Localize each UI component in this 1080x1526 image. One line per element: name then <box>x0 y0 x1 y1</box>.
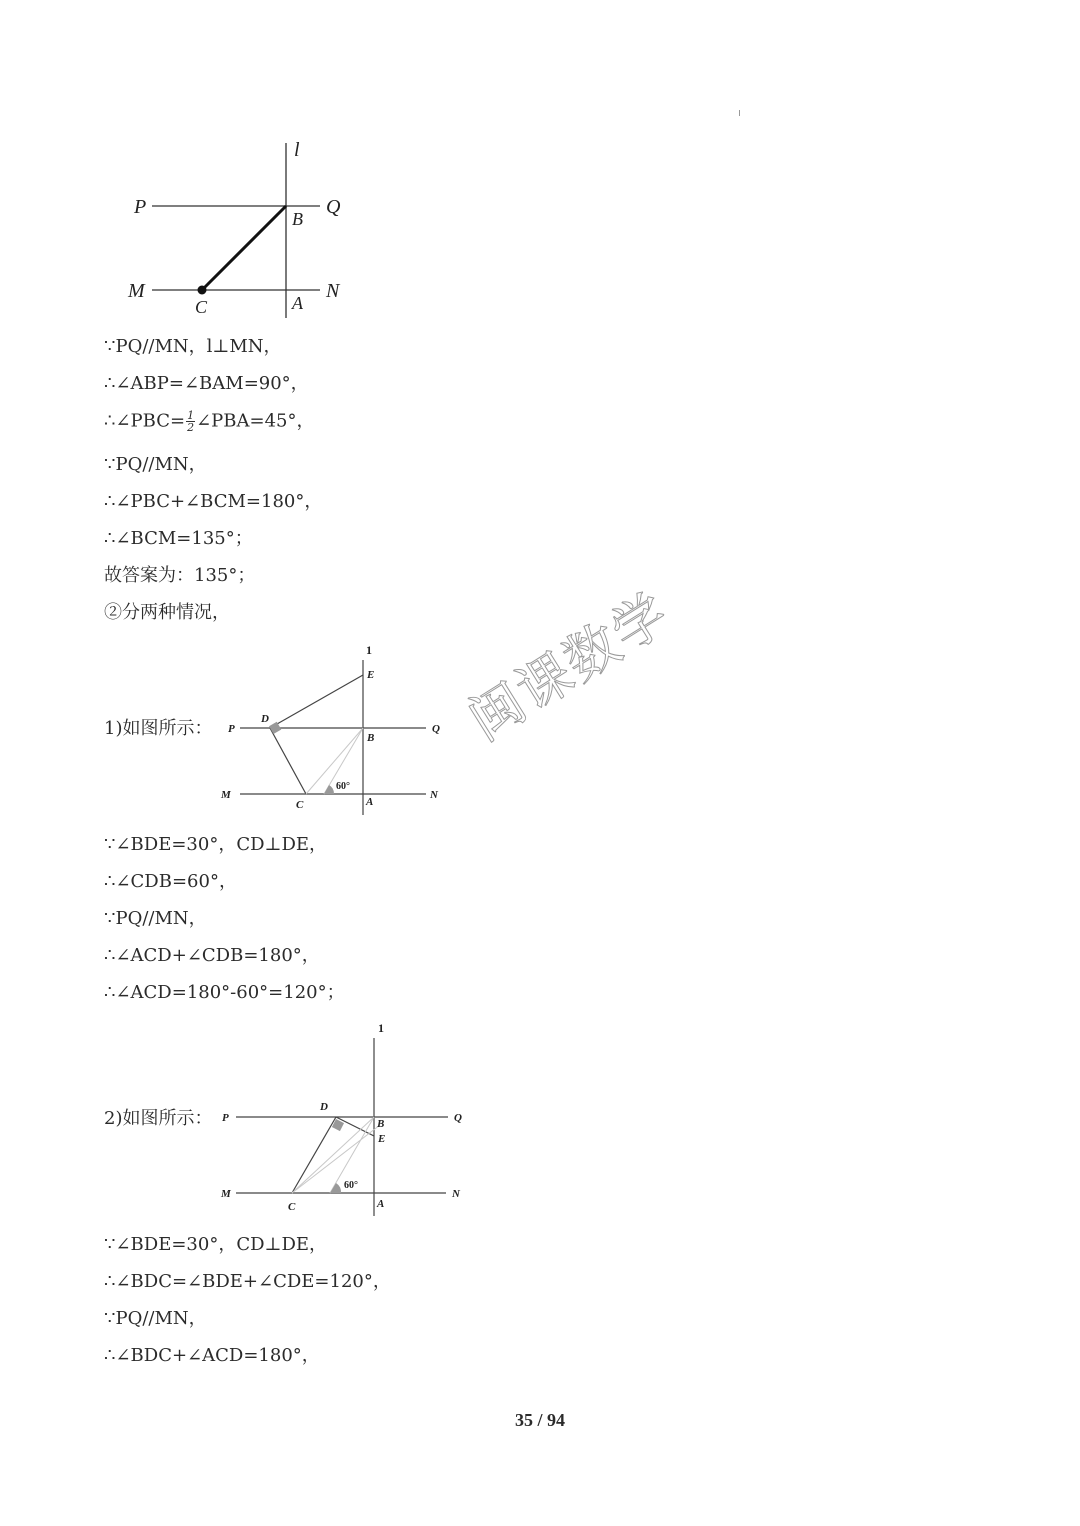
figure-2-diagram <box>220 640 460 818</box>
case-1-label: 1)如图所示： <box>104 718 213 739</box>
text-line-4: ∵PQ//MN， <box>104 454 207 475</box>
text-line-13: ∴∠ACD=180°-60°=120°； <box>104 982 345 1003</box>
angle-60-mark <box>324 785 334 794</box>
right-angle-mark <box>269 722 281 734</box>
label-n: N <box>452 1188 460 1200</box>
text-line-5: ∴∠PBC+∠BCM=180°， <box>104 491 323 512</box>
segment-dc <box>270 728 306 794</box>
text-line-3-pre: ∴∠PBC= <box>104 410 186 432</box>
text-line-17: ∴∠BDC+∠ACD=180°， <box>104 1345 320 1366</box>
label-c: C <box>195 297 208 317</box>
text-line-7: 故答案为：135°； <box>104 565 256 586</box>
text-line-8: ②分两种情况， <box>104 602 230 623</box>
label-e: E <box>378 1133 386 1145</box>
label-p: P <box>228 723 235 735</box>
segment-de <box>270 675 363 728</box>
label-d: D <box>261 713 269 725</box>
text-line-6: ∴∠BCM=135°； <box>104 528 253 549</box>
segment-bc <box>202 206 286 290</box>
label-n: N <box>326 280 340 302</box>
label-angle-60: 60° <box>344 1180 358 1191</box>
label-a: A <box>292 293 303 313</box>
label-a: A <box>366 796 374 808</box>
page-mark <box>739 110 740 116</box>
label-l: 1 <box>378 1021 384 1035</box>
text-line-3-post: ∠PBA=45°， <box>196 410 315 432</box>
fraction-half: $\frac{1}{2}$ <box>187 409 195 434</box>
figure-1-diagram <box>120 135 360 325</box>
text-line-3 <box>104 410 314 433</box>
label-b: B <box>292 209 303 229</box>
label-l: l <box>294 139 300 161</box>
label-n: N <box>430 789 438 801</box>
label-c: C <box>288 1201 296 1213</box>
figure-3-diagram <box>220 1018 470 1218</box>
label-e: E <box>367 669 375 681</box>
segment-cb <box>292 1117 374 1193</box>
label-d: D <box>320 1101 328 1113</box>
label-a: A <box>377 1198 385 1210</box>
page-number: 35 / 94 <box>514 1410 565 1430</box>
text-line-9: ∵∠BDE=30°，CD⊥DE， <box>104 834 328 855</box>
text-line-1: ∵PQ//MN，l⊥MN， <box>104 336 282 357</box>
segment-dc <box>292 1117 336 1193</box>
angle-60-mark <box>330 1183 341 1193</box>
label-c: C <box>296 799 304 811</box>
text-line-16: ∵PQ//MN， <box>104 1308 207 1329</box>
label-p: P <box>222 1112 229 1124</box>
label-b: B <box>367 732 375 744</box>
label-m: M <box>221 789 231 801</box>
text-line-2: ∴∠ABP=∠BAM=90°， <box>104 373 309 394</box>
point-c <box>198 286 207 295</box>
label-p: P <box>134 196 147 218</box>
label-m: M <box>128 280 145 302</box>
text-line-10: ∴∠CDB=60°， <box>104 871 237 892</box>
text-line-15: ∴∠BDC=∠BDE+∠CDE=120°， <box>104 1271 391 1292</box>
label-l: 1 <box>366 643 372 657</box>
label-q: Q <box>432 723 440 735</box>
label-m: M <box>221 1188 231 1200</box>
text-line-11: ∵PQ//MN， <box>104 908 207 929</box>
text-line-14: ∵∠BDE=30°，CD⊥DE， <box>104 1234 328 1255</box>
watermark: 闽课数学 <box>457 580 682 753</box>
label-angle-60: 60° <box>336 781 350 792</box>
text-line-12: ∴∠ACD+∠CDB=180°， <box>104 945 320 966</box>
label-q: Q <box>326 196 341 218</box>
label-q: Q <box>454 1112 462 1124</box>
case-2-label: 2)如图所示： <box>104 1108 213 1129</box>
label-b: B <box>377 1118 385 1130</box>
segment-cb <box>306 728 363 794</box>
